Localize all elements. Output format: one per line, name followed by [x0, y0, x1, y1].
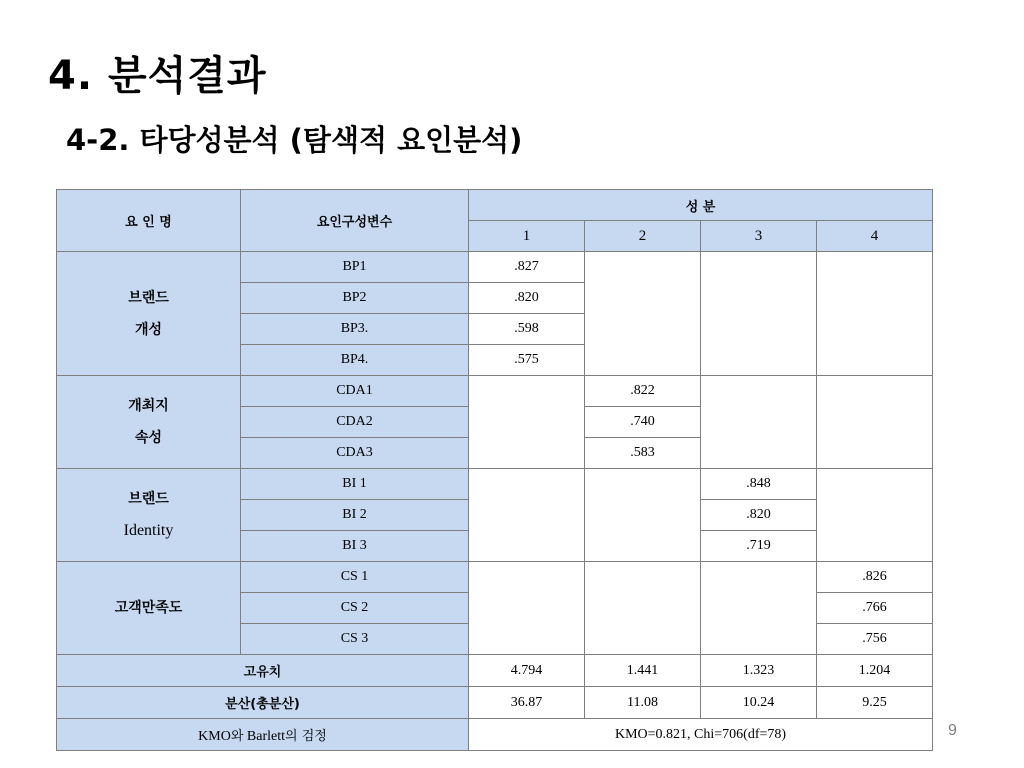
variance-row: [57, 687, 933, 719]
variable-cell: CDA1: [241, 376, 469, 407]
empty-cell: [817, 469, 933, 562]
loading-cell: .740: [585, 407, 701, 438]
table-row: [57, 469, 933, 500]
table-row: [57, 376, 933, 407]
variable-cell: CS 1: [241, 562, 469, 593]
loading-cell: .822: [585, 376, 701, 407]
page-number: 9: [948, 722, 957, 739]
factor-label: 브랜드: [128, 289, 169, 306]
kmo-label-part: 와: [230, 728, 244, 744]
empty-cell: [585, 562, 701, 655]
empty-cell: [469, 562, 585, 655]
header-component-4: 4: [817, 221, 933, 252]
variable-cell: BI 1: [241, 469, 469, 500]
variance-cell: 9.25: [817, 687, 933, 719]
empty-cell: [701, 562, 817, 655]
empty-cell: [817, 252, 933, 376]
loading-cell: .826: [817, 562, 933, 593]
loading-cell: .820: [701, 500, 817, 531]
loading-cell: .756: [817, 624, 933, 655]
empty-cell: [585, 252, 701, 376]
variable-cell: BI 2: [241, 500, 469, 531]
empty-cell: [585, 469, 701, 562]
header-component-2: 2: [585, 221, 701, 252]
factor-label: 브랜드: [128, 491, 169, 507]
variance-cell: 36.87: [469, 687, 585, 719]
empty-cell: [817, 376, 933, 469]
variance-cell: 11.08: [585, 687, 701, 719]
variance-cell: 10.24: [701, 687, 817, 719]
variable-cell: BI 3: [241, 531, 469, 562]
variable-cell: BP4.: [241, 345, 469, 376]
variance-label: 분산(총분산): [57, 687, 469, 719]
loading-cell: .848: [701, 469, 817, 500]
eigenvalue-cell: 1.204: [817, 655, 933, 687]
empty-cell: [701, 376, 817, 469]
variable-cell: CS 2: [241, 593, 469, 624]
loading-cell: .719: [701, 531, 817, 562]
loading-cell: .820: [469, 283, 585, 314]
eigenvalue-row: [57, 655, 933, 687]
eigenvalue-cell: 1.323: [701, 655, 817, 687]
eigenvalue-cell: 4.794: [469, 655, 585, 687]
loading-cell: .827: [469, 252, 585, 283]
kmo-label-part: KMO: [198, 728, 231, 744]
slide-title: 4. 분석결과: [48, 53, 267, 99]
header-component: 성 분: [469, 190, 933, 221]
variable-cell: CDA2: [241, 407, 469, 438]
slide-subtitle: 4-2. 타당성분석 (탐색적 요인분석): [66, 123, 523, 157]
kmo-row: [57, 719, 933, 751]
factor-venue-attributes: [57, 376, 241, 469]
header-component-1: 1: [469, 221, 585, 252]
header-variables: 요인구성변수: [241, 190, 469, 252]
kmo-value: KMO=0.821, Chi=706(df=78): [469, 719, 933, 751]
kmo-label-part: 의 검정: [285, 728, 327, 744]
factor-label: Identity: [123, 522, 174, 539]
variable-cell: BP1: [241, 252, 469, 283]
factor-label: 속성: [134, 430, 163, 446]
kmo-label: [57, 719, 469, 751]
eigenvalue-label: 고유치: [57, 655, 469, 687]
header-factor-name: 요 인 명: [57, 190, 241, 252]
table-row: [57, 252, 933, 283]
empty-cell: [469, 376, 585, 469]
factor-customer-satisfaction: 고객만족도: [57, 562, 241, 655]
factor-label: 개성: [134, 321, 163, 338]
loading-cell: .583: [585, 438, 701, 469]
loading-cell: .575: [469, 345, 585, 376]
header-component-3: 3: [701, 221, 817, 252]
variable-cell: CS 3: [241, 624, 469, 655]
factor-brand-personality: [57, 252, 241, 376]
header-row: [57, 190, 933, 221]
factor-brand-identity: [57, 469, 241, 562]
loading-cell: .766: [817, 593, 933, 624]
factor-label: 개최지: [128, 398, 169, 414]
factor-analysis-table: [56, 189, 933, 751]
variable-cell: CDA3: [241, 438, 469, 469]
variable-cell: BP3.: [241, 314, 469, 345]
loading-cell: .598: [469, 314, 585, 345]
eigenvalue-cell: 1.441: [585, 655, 701, 687]
table-row: [57, 562, 933, 593]
empty-cell: [469, 469, 585, 562]
empty-cell: [701, 252, 817, 376]
kmo-label-part: Barlett: [243, 728, 286, 744]
variable-cell: BP2: [241, 283, 469, 314]
